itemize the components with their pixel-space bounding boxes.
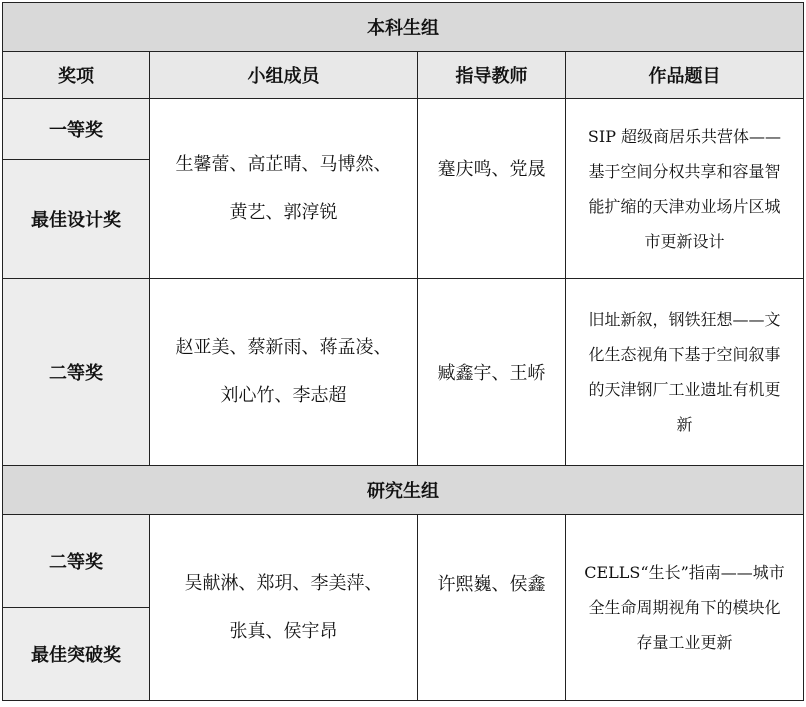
members-cell xyxy=(150,279,418,466)
members-line: 赵亚美、蔡新雨、蒋孟凌、 xyxy=(175,337,392,358)
advisor-cell: 许熙巍、侯鑫 xyxy=(418,515,566,701)
title-line: SIP 超级商居乐共营体—— xyxy=(587,126,782,146)
section-title-undergrad: 本科生组 xyxy=(3,3,804,52)
award-cell: 二等奖 xyxy=(3,279,150,466)
title-cell xyxy=(566,99,804,279)
awards-table xyxy=(2,2,804,701)
title-line: 能扩缩的天津劝业场片区城 xyxy=(588,196,781,216)
title-line: 新 xyxy=(676,415,693,434)
title-line: 全生命周期视角下的模块化 xyxy=(588,598,781,617)
section-title-grad: 研究生组 xyxy=(3,466,804,515)
title-cell xyxy=(566,515,804,701)
title-line: CELLS“生长”指南——城市 xyxy=(584,563,785,582)
header-title: 作品题目 xyxy=(566,52,804,99)
title-line: 的天津钢厂工业遗址有机更 xyxy=(588,380,781,399)
advisor-cell: 臧鑫宇、王峤 xyxy=(418,279,566,466)
members-line: 黄艺、郭淳锐 xyxy=(229,201,338,223)
advisor-cell: 蹇庆鸣、党晟 xyxy=(418,99,566,279)
members-line: 张真、侯宇昂 xyxy=(229,620,338,642)
award-cell: 最佳设计奖 xyxy=(3,160,150,279)
title-line: 化生态视角下基于空间叙事 xyxy=(588,345,781,364)
header-members: 小组成员 xyxy=(150,52,418,99)
header-advisor: 指导教师 xyxy=(418,52,566,99)
award-cell: 二等奖 xyxy=(3,515,150,608)
title-line: 旧址新叙，钢铁狂想——文 xyxy=(588,310,781,329)
members-cell xyxy=(150,99,418,279)
title-line: 基于空间分权共享和容量智 xyxy=(588,161,781,181)
award-cell: 最佳突破奖 xyxy=(3,608,150,701)
title-cell xyxy=(566,279,804,466)
members-line: 吴献淋、郑玥、李美萍、 xyxy=(184,572,383,594)
members-line: 生馨蕾、高芷晴、马博然、 xyxy=(175,153,392,175)
members-cell xyxy=(150,515,418,701)
title-line: 存量工业更新 xyxy=(636,633,733,652)
title-line: 市更新设计 xyxy=(644,231,725,251)
header-award: 奖项 xyxy=(3,52,150,99)
award-cell: 一等奖 xyxy=(3,99,150,160)
members-line: 刘心竹、李志超 xyxy=(220,385,347,406)
